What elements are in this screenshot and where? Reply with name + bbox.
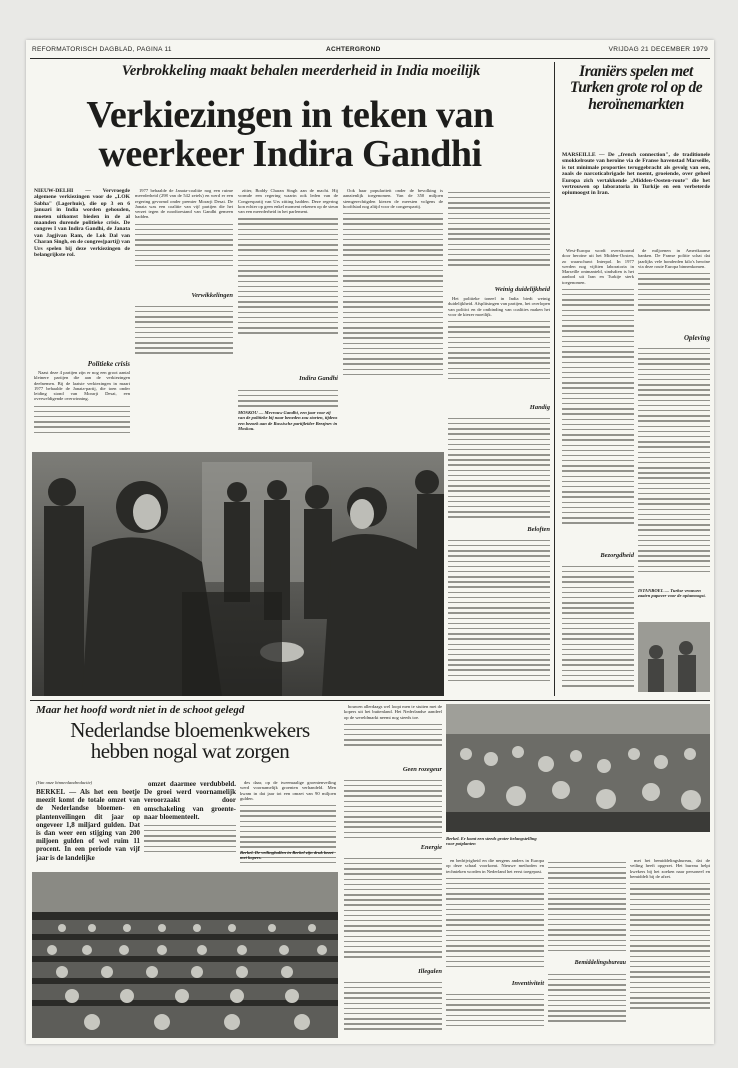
bulbs-caption-right: Berkel. Er komt een steeds groter belangstelling voor potplanten [446, 836, 537, 847]
india-column-a: Naast deze 4 partijen zijn er nog een groot aantal kleinere partijen die aan de verkiezingen deelnemen. Bij de laatste verkiezingen in maart 1977 behaalde de Janata-partij, die toen onder leiding stond van Morarji Desai, een overweldigende overwinning. [34, 370, 130, 444]
india-column-e3 [448, 414, 550, 522]
masthead-section: ACHTERGROND [326, 46, 381, 53]
bulbs-subhead-inventiviteit: Inventiviteit [511, 980, 544, 987]
auction-hall-image [32, 872, 338, 1038]
india-column-b: 1977 behaalde de Janata-coalitie nog een ruime meerderheid (298 van de 542 zetels) en werd er een regering gevormd onder premier Morarji Desai. De Janata was een coalitie van vijf partijen die het verzet tegen de noodtoestand van Gandhi gemeen hadden. [135, 188, 233, 288]
heroine-photo-caption: ISTANBOEL — Turkse vrouwen zaaien papaver voor de opiumoogst. [638, 588, 706, 599]
india-column-b2 [135, 302, 233, 362]
gandhi-crowd-image [32, 452, 444, 696]
india-column-e [448, 188, 550, 284]
bulbs-auction-photo [32, 872, 338, 1038]
india-subhead-weinig: Weinig duidelijkheid [494, 286, 550, 293]
bulbs-column-b: des daar, op de tweemaalige groentenveiling werd voornamelijk groenten verhandeld. Men kwam in dat jaar tot een omzet van 90 miljoen gulden. [240, 780, 336, 868]
heroine-subhead-opleving: Opleving [683, 334, 710, 342]
heroine-column-a: West-Europa wordt overstroomd door heroïne uit het Midden-Oosten, zo waarschuwt Interpol. In 1977 werden nog vijftien laboratoria in Marseille ontmanteld, sindsdien is het aanbod uit Iran en Turkije sterk toegenomen. [562, 248, 634, 558]
bulbs-subhead-energie: Energie [420, 844, 442, 851]
india-photo [32, 452, 444, 696]
india-headline-line2: weerkeer Indira Gandhi [98, 132, 482, 175]
heroine-column-a2 [562, 562, 634, 692]
newspaper-page [26, 40, 714, 1044]
section-rule [30, 700, 710, 701]
india-column-e2: Het politieke toneel in India biedt weinig duidelijkheid. Afsplitsingen van partijen, het overlopen van politici en de ontbinding van coalities maken het voor de kiezer moeilijk. [448, 296, 550, 400]
india-column-e4 [448, 536, 550, 690]
bulbs-byline: (Van onze binnenlandredactie) [36, 780, 93, 785]
bulbs-plants-photo [446, 704, 710, 832]
india-subhead-verwikkelingen: Verwikkelingen [191, 292, 233, 299]
india-headline-line1: Verkiezingen in teken van [86, 94, 494, 136]
poppy-field-image [638, 622, 710, 692]
india-subhead-crisis: Politieke crisis [87, 360, 130, 368]
bulbs-column-c: bouwen allerdaags wel loopt men te stuiten met de kopers uit het buitenland. Het Nederlandse aandeel op de wereldmarkt neemt nog steeds toe. [344, 704, 442, 764]
bulbs-lead: BERKEL — Als het een beetje meezit komt de totale omzet van de Nederlandse bloemen- en plantenveilingen dit jaar op ongeveer 1,8 miljard gulden. Dat is dan weer een stijging van 200 miljoen gulden of wel ruim 11 procent. In een periode van vijf jaar is de landelijke [36, 788, 140, 862]
bulbs-column-f: met het bemiddelingsbureau, dat de veiling heeft opgezet. Het bureau helpt kwekers bij het zoeken naar personeel en bemiddelt bij de afzet. [630, 858, 710, 1036]
india-kicker: Verbrokkeling maakt behalen meerderheid in India moeilijk [121, 63, 481, 79]
heroine-column-b2 [638, 344, 710, 584]
bulbs-headline-line1: Nederlandse bloemenkwekers [70, 718, 310, 742]
india-column-c: zitter, Boddy Charan Singh aan de macht. Hij vormde een regering waarin ook leden van de Congrespartij van Urs zitting hadden. Deze regering kon echter op geen enkel moment rekenen op de steun van een meerderheid in het parlement. [238, 188, 338, 374]
masthead-paper-name: REFORMATORISCH DAGBLAD, PAGINA 11 [32, 46, 172, 53]
india-headline [40, 96, 540, 174]
masthead-rule [30, 58, 710, 59]
potted-plants-image [446, 704, 710, 832]
masthead [26, 46, 714, 58]
bulbs-column-a: omzet daarmee verdubbeld. De groei werd voornamelijk veroorzaakt door omschakeling van groente- naar bloementeelt. [144, 780, 236, 868]
bulbs-column-d: en bedrijvigheid en die nergens anders in Europa op deze schaal voorkomt. Nieuwe methoden en technieken worden in Nederland het eerst toegepast. [446, 858, 544, 978]
india-lead: NIEUW-DELHI — Vervroegde algemene verkiezingen voor de „LOK Sabha" (Lagerhuis), die op 3 en 6 januari in India worden gehouden, moeten uitkomst bieden in de al maanden durende politieke crisis. De congres I van Indira Gandhi, de Janata van Jagjivan Ram, de Lok Dal van Charan Singh, en de congres(partij) van Urs spelen bij deze verkiezingen de belangrijkste rol. [34, 188, 130, 259]
heroine-lead: MARSEILLE — De „french connection", de traditionele smokkelroute van heroïne via de Franse havenstad Marseille, is tot minimale proporties teruggebracht als gevolg van een, zoals de narcoticabrigade het noemt, groeiende, over geheel Europa zich vertakkende „Midden-Oosten-route" die het vertrouwen op laboratoria in Turkije en een verbeterde opiumoogst in Iran. [562, 152, 710, 197]
bulbs-column-c4 [344, 978, 442, 1038]
heroine-photo [638, 622, 710, 692]
india-subhead-gandhi: Indira Gandhi [299, 375, 338, 382]
india-column-c2 [238, 386, 338, 408]
bulbs-subhead-bemiddeling: Bemiddelingsbureau [574, 960, 626, 966]
bulbs-column-e2 [548, 970, 626, 1036]
bulbs-column-e [548, 858, 626, 958]
heroine-column-b: de miljoenen in Amerikaanse banken. De Franse politie schat dat jaarlijks vele honderden kilo's heroïne via deze route Europa binnenkomen. [638, 248, 710, 332]
bulbs-headline-line2: hebben nogal wat zorgen [90, 739, 290, 764]
bulbs-headline [34, 720, 346, 763]
bulbs-caption-left: Berkel. De veilinghallen in Berkel zijn druk bezet met kopers. [240, 850, 334, 861]
column-divider [554, 62, 555, 696]
india-subhead-beloften: Beloften [527, 526, 550, 533]
bulbs-column-d2 [446, 990, 544, 1036]
heroine-subhead-bezorgdheid: Bezorgdheid [600, 552, 634, 559]
india-photo-caption: MOSKOU — Mevrouw Gandhi, een jaar voor zij van de politieke bij naar beneden zou storten, tijdens een bezoek aan de Russische partijleider Brezjnev in Moskou. [238, 410, 338, 432]
heroine-headline: Iraniërs spelen met Turken grote rol op de heroïnemarkten [569, 63, 703, 113]
india-subhead-handig: Handig [529, 404, 550, 411]
masthead-date: VRIJDAG 21 DECEMBER 1979 [608, 46, 708, 53]
bulbs-subhead-illegalen: Illegalen [418, 968, 442, 975]
bulbs-column-c3 [344, 854, 442, 964]
bulbs-subhead-zorgen: Geen rozegeur [402, 766, 442, 773]
bulbs-kicker: Maar het hoofd wordt niet in de schoot gelegd [36, 704, 245, 716]
india-column-d: Ook haar populariteit onder de bevolking is aanzienlijk toegenomen. Van de 350 miljoen stemgerechtigden kiezen de meesten volgens de hoofdstad nog altijd voor de congrespartij. [343, 188, 443, 398]
bulbs-column-c2 [344, 776, 442, 842]
